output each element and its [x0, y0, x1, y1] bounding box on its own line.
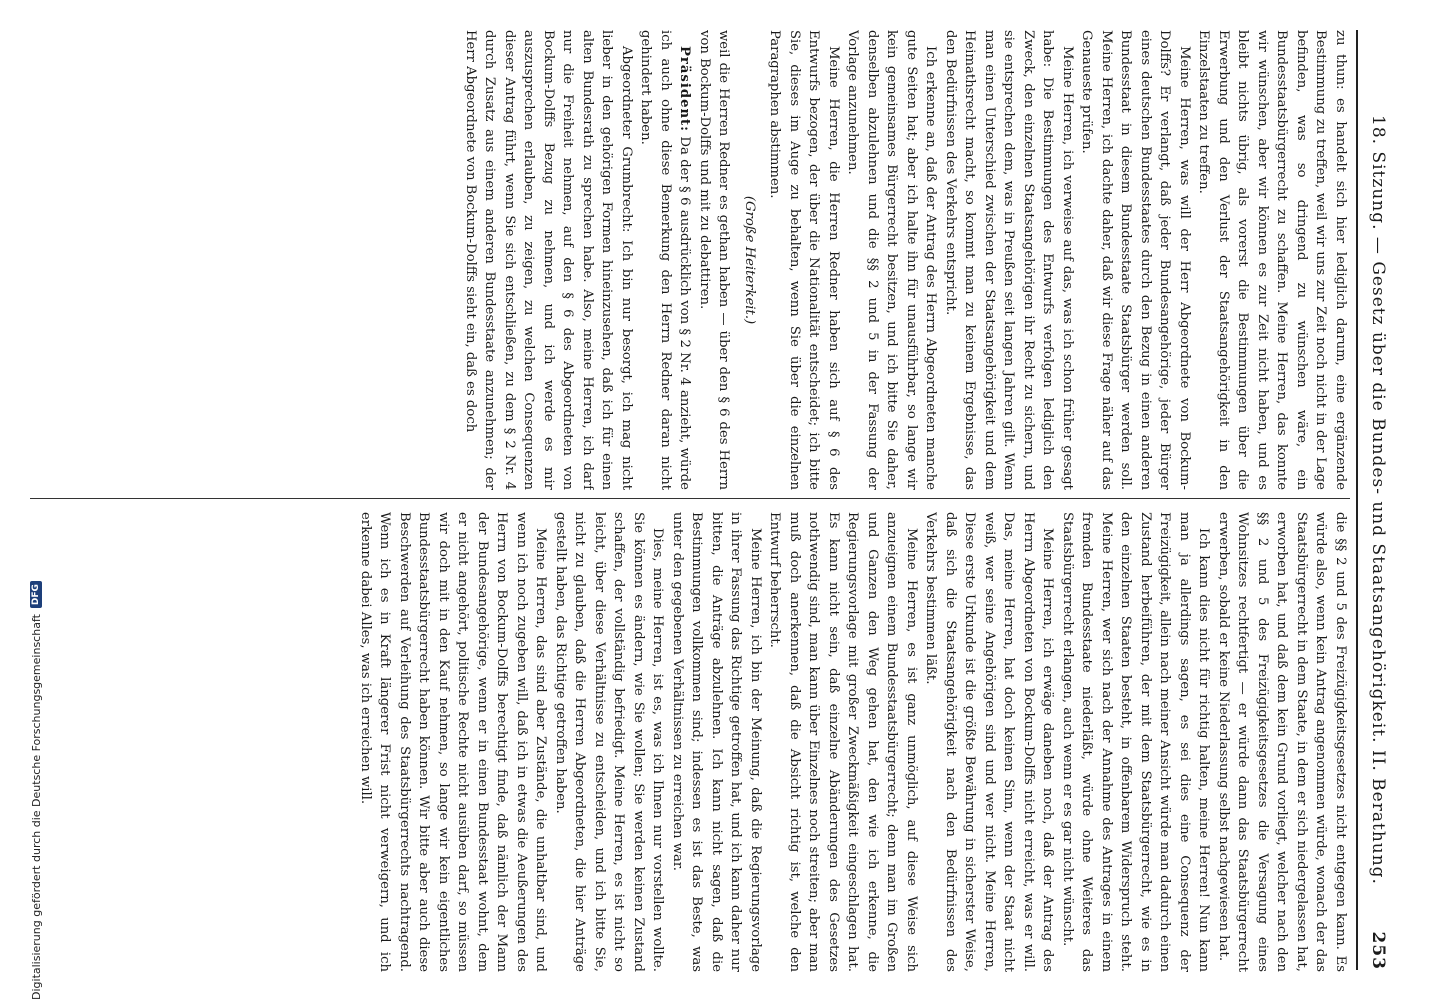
dfg-logo-icon: DFG — [30, 581, 42, 608]
right-column — [30, 512, 1350, 972]
paragraph: Meine Herren, ich bin der Meinung, daß die Regierungsvorlage in ihrer Fassung das Richtige getroffen hat, und ich kann daher nur bitten, die Anträge abzulehnen. Ich kann nicht sagen, daß die Bestimmungen vollkommen sind; indessen es ist das Beste, was unter den gegebenen Verhältnissen zu erreichen war. — [670, 512, 763, 972]
speaker-name: Präsident: — [677, 46, 693, 133]
statement-text: Da der § 6 ausdrücklich von § 2 Nr. 4 anzieht, würde ich auch ohne diese Bemerkung den Herrn Redner daran nicht gehindert haben. — [638, 30, 693, 490]
left-column — [330, 30, 1350, 490]
paragraph: Meine Herren, das sind aber Zustände, die unhaltbar sind, und wenn ich noch zugeben will, daß ich in etwas die Aeußerungen des Herrn von Bockum-Dolffs berechtigt finde, daß nämlich der Mann der Bundesangehörige, wenn er in einen Bundesstaat wohnt, dem er nicht angehört, politische Rechte nicht ausüben darf, so müssen wir doch mit in den Kauf nehmen, so lange wir kein eigentliches Bundesstaatsbürgerrecht haben können. Wir bitte aber auch diese Beschwerden auf Verleihung des Staatsbürgerrechts nachtragend. Wenn ich es in Kraft längerer Frist nicht verweigern, und ich erkenne dabei Alles, was ich erreichen will. — [358, 512, 549, 972]
running-title: 18. Sitzung. — Gesetz über die Bundes- und Staatsangehörigkeit. II. Berathung. — [1368, 115, 1388, 885]
column-divider — [30, 498, 1350, 499]
running-header — [1362, 30, 1390, 970]
president-statement — [636, 30, 695, 490]
rotated-page — [10, 0, 1410, 1000]
digitization-credit — [24, 0, 48, 1000]
paragraph: Meine Herren, was will der Herr Abgeordnete von Bockum-Dolffs? Er verlangt, daß jeder Bundesangehörige, jeder Bürger eines deutschen Bundesstaates durch den Bezug in einen anderen Bundesstaat in diesem Bundesstaate Staatsbürger werden soll. Meine Herren, ich dachte daher, daß wir diese Frage näher auf das Genaueste prüfen. — [1079, 30, 1192, 490]
paragraph: Ich erkenne an, daß der Antrag des Herrn Abgeordneten manche gute Seiten hat; aber ich halte ihn für unausführbar, so lange wir kein gemeinsames Bürgerrecht besitzen, und ich bitte Sie daher, denselben abzulehnen und die §§ 2 und 5 in der Fassung der Vorlage anzunehmen. — [845, 30, 939, 490]
paragraph: Dies, meine Herren, ist es, was ich Ihnen nur vorstellen wollte. Sie können es ändern, wie Sie wollen; Sie werden keinen Zustand schaffen, der vollständig befriedigt. Meine Herren, es ist nicht so leicht, über diese Verhältnisse zu entscheiden, und ich bitte Sie, nicht zu glauben, daß die Herren Abgeordneten, die hier Anträge gestellt haben, das Richtige getroffen haben. — [553, 512, 666, 972]
paragraph: Meine Herren, es ist ganz unmöglich, auf diese Weise sich anzueignen einem Bundesstaatsbürgerrecht; denn man im Großen und Ganzen den Weg gehen hat, den wie ich erkenne, die Regierungsvorlage mit großer Zweckmäßigkeit eingeschlagen hat. Es kann nicht sein, daß einzelne Abänderungen des Gesetzes nothwendig sind, man kann über Einzelnes noch streiten; aber man muß doch anerkennen, daß die Absicht richtig ist, welche den Entwurf beherrscht. — [767, 512, 919, 972]
header-rule — [1356, 30, 1358, 970]
paragraph: Ich kann dies nicht für richtig halten, meine Herren! Nun kann man ja allerdings sagen, es sei dies eine Consequenz der Freizügigkeit, allein nach meiner Ansicht würde man dadurch einen Zustand herbeiführen, der mit dem Staatsbürgerrecht, wie es in den einzelnen Staaten besteht, in offenbarem Widerspruch steht. Meine Herren, wer sich nach der Annahme des Antrages in einem fremden Bundesstaate niederläßt, würde ohne Weiteres das Staatsbürgerrecht erlangen, auch wenn er es gar nicht wünscht. — [1060, 512, 1212, 972]
paragraph: Abgeordneter Grumbrecht: Ich bin nur besorgt, ich mag nicht lieber in den gehörigen Formen hineinzusehen, daß ich für einen alten Bundesrath zu sprechen habe. Also, meine Herren, ich darf nur die Freiheit nehmen, auf den § 6 des Abgeordneten von Bockum-Dolffs Bezug zu nehmen, und ich werde es mir auszusprechen erlauben, zu zeigen, zu welchen Consequenzen dieser Antrag führt, wenn Sie sich entschließen, zu dem § 2 Nr. 4 durch Zusatz aus einem anderen Bundesstaate anzunehmen; der Herr Abgeordnete von Bockum-Dolffs sieht ein, daß es doch — [463, 30, 634, 490]
paragraph: die §§ 2 und 5 des Freizügigkeitsgesetzes nicht entgegen kann. Es würde also, wenn kein Antrag angenommen würde, wonach der das Staatsbürgerrecht in dem Staate, in dem er sich niedergelassen hat, erworben hat, und daß dem kein Grund vorliegt, welcher nach den §§ 2 und 5 des Freizügigkeitsgesetzes die Versagung eines Wohnsitzes rechtfertigt — er würde dann das Staatsbürgerrecht erwerben, sobald er keine Niederlassung selbst nachgewiesen hat. — [1216, 512, 1348, 972]
paragraph: zu thun: es handelt sich hier lediglich darum, eine ergänzende Bestimmung zu treffen, weil wir uns zur Zeit noch nicht in der Lage befinden, was so dringend zu wünschen wäre, ein Bundesstaatsbürgerrecht zu schaffen. Meine Herren, das konnte wir wünschen, aber wir können es zur Zeit nicht haben, und es bleibt nichts übrig, als vorerst die Bestimmungen über die Erwerbung und den Verlust der Staatsangehörigkeit in den Einzelstaaten zu treffen. — [1196, 30, 1348, 490]
stage-direction: (Große Heiterkeit.) — [742, 195, 757, 325]
page-number: 253 — [1368, 931, 1388, 970]
paragraph: weil die Herren Redner es gethan haben — über den § 6 des Herrn von Bockum-Dolffs und mit zu debattiren. — [697, 30, 732, 490]
paragraph: Meine Herren, ich verweise auf das, was ich schon früher gesagt habe: Die Bestimmungen des Entwurfs verfolgen lediglich den Zweck, den einzelnen Staatsangehörigen ihr Recht zu sichern, und sie entsprechen dem, was in Preußen seit langen Jahren gilt. Wenn man einen Unterschied zwischen der Staatsangehörigkeit und dem Heimathsrecht macht, so kommt man zu keinem Ergebnisse, das den Bedürfnissen des Verkehrs entspricht. — [943, 30, 1075, 490]
paragraph: Meine Herren, ich erwäge daneben noch, daß der Antrag des Herrn Abgeordneten von Bockum-Dolffs nicht erreicht, was er will. Das, meine Herren, hat doch keinen Sinn, wenn der Staat nicht weiß, wer seine Angehörigen sind und wer nicht. Meine Herren, Diese erste Urkunde ist die größte Bewährung in sicherster Weise, daß sich die Staatsangehörigkeit nach den Bedürfnissen des Verkehrs bestimmen läßt. — [923, 512, 1056, 972]
credit-text: Digitalisierung gefördert durch die Deutsche Forschungsgemeinschaft — [29, 614, 43, 1000]
paragraph: Meine Herren, die Herren Redner haben sich auf § 6 des Entwurfs bezogen, der über die Nationalität entscheidet; ich bitte Sie, dieses im Auge zu behalten, wenn Sie über die einzelnen Paragraphen abstimmen. — [767, 30, 841, 490]
